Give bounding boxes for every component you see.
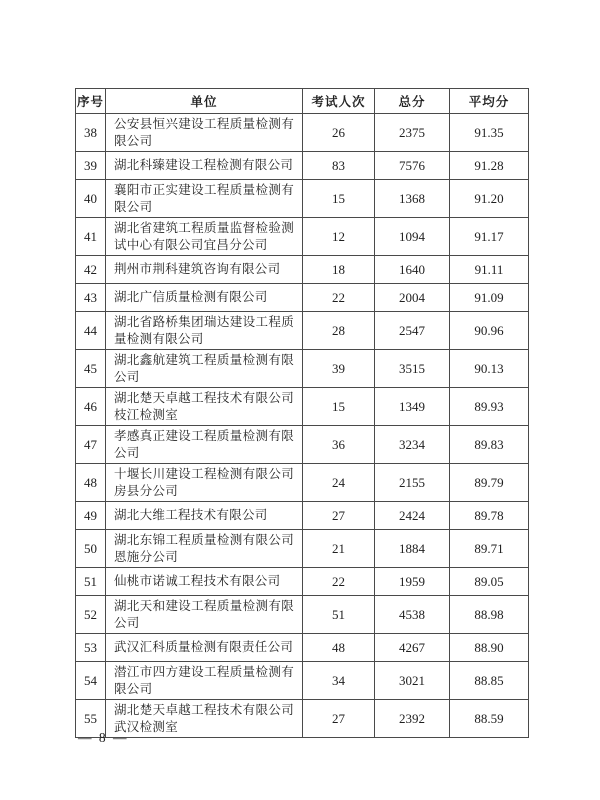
cell-average-score: 91.11 xyxy=(450,256,529,284)
cell-total-score: 1349 xyxy=(375,388,450,426)
cell-average-score: 89.79 xyxy=(450,464,529,502)
cell-average-score: 88.90 xyxy=(450,634,529,662)
cell-unit-name: 湖北广信质量检测有限公司 xyxy=(106,284,303,312)
cell-unit-name: 湖北楚天卓越工程技术有限公司枝江检测室 xyxy=(106,388,303,426)
cell-serial-number: 53 xyxy=(76,634,106,662)
cell-serial-number: 55 xyxy=(76,700,106,738)
cell-serial-number: 50 xyxy=(76,530,106,568)
table-row xyxy=(76,426,529,464)
table-row xyxy=(76,180,529,218)
cell-average-score: 91.28 xyxy=(450,152,529,180)
cell-total-score: 2547 xyxy=(375,312,450,350)
cell-average-score: 88.59 xyxy=(450,700,529,738)
score-table xyxy=(75,88,529,738)
table-row xyxy=(76,388,529,426)
cell-exam-count: 26 xyxy=(303,114,375,152)
cell-average-score: 89.78 xyxy=(450,502,529,530)
cell-exam-count: 15 xyxy=(303,388,375,426)
cell-serial-number: 46 xyxy=(76,388,106,426)
cell-total-score: 1640 xyxy=(375,256,450,284)
cell-unit-name: 湖北东锦工程质量检测有限公司恩施分公司 xyxy=(106,530,303,568)
cell-total-score: 4267 xyxy=(375,634,450,662)
table-row xyxy=(76,152,529,180)
table-row xyxy=(76,256,529,284)
cell-average-score: 88.98 xyxy=(450,596,529,634)
cell-average-score: 89.83 xyxy=(450,426,529,464)
cell-total-score: 7576 xyxy=(375,152,450,180)
cell-exam-count: 12 xyxy=(303,218,375,256)
cell-total-score: 1094 xyxy=(375,218,450,256)
cell-total-score: 2004 xyxy=(375,284,450,312)
cell-unit-name: 荆州市荆科建筑咨询有限公司 xyxy=(106,256,303,284)
cell-serial-number: 52 xyxy=(76,596,106,634)
cell-exam-count: 27 xyxy=(303,502,375,530)
cell-average-score: 89.05 xyxy=(450,568,529,596)
column-header-exam-count: 考试人次 xyxy=(303,89,375,114)
cell-unit-name: 湖北省建筑工程质量监督检验测试中心有限公司宜昌分公司 xyxy=(106,218,303,256)
cell-serial-number: 54 xyxy=(76,662,106,700)
cell-exam-count: 22 xyxy=(303,284,375,312)
cell-serial-number: 44 xyxy=(76,312,106,350)
cell-average-score: 90.13 xyxy=(450,350,529,388)
cell-average-score: 89.93 xyxy=(450,388,529,426)
column-header-serial: 序号 xyxy=(76,89,106,114)
cell-unit-name: 武汉汇科质量检测有限责任公司 xyxy=(106,634,303,662)
cell-serial-number: 40 xyxy=(76,180,106,218)
cell-exam-count: 22 xyxy=(303,568,375,596)
cell-exam-count: 36 xyxy=(303,426,375,464)
cell-average-score: 91.20 xyxy=(450,180,529,218)
cell-total-score: 3021 xyxy=(375,662,450,700)
cell-exam-count: 48 xyxy=(303,634,375,662)
column-header-average-score: 平均分 xyxy=(450,89,529,114)
cell-serial-number: 49 xyxy=(76,502,106,530)
cell-total-score: 4538 xyxy=(375,596,450,634)
cell-average-score: 89.71 xyxy=(450,530,529,568)
cell-serial-number: 51 xyxy=(76,568,106,596)
cell-exam-count: 27 xyxy=(303,700,375,738)
cell-exam-count: 39 xyxy=(303,350,375,388)
cell-unit-name: 潜江市四方建设工程质量检测有限公司 xyxy=(106,662,303,700)
cell-exam-count: 24 xyxy=(303,464,375,502)
cell-total-score: 2375 xyxy=(375,114,450,152)
cell-average-score: 91.35 xyxy=(450,114,529,152)
cell-unit-name: 孝感真正建设工程质量检测有限公司 xyxy=(106,426,303,464)
cell-unit-name: 湖北科臻建设工程检测有限公司 xyxy=(106,152,303,180)
table-row xyxy=(76,568,529,596)
cell-exam-count: 28 xyxy=(303,312,375,350)
cell-total-score: 2424 xyxy=(375,502,450,530)
cell-serial-number: 48 xyxy=(76,464,106,502)
table-row xyxy=(76,530,529,568)
cell-serial-number: 41 xyxy=(76,218,106,256)
cell-unit-name: 公安县恒兴建设工程质量检测有限公司 xyxy=(106,114,303,152)
cell-average-score: 88.85 xyxy=(450,662,529,700)
cell-unit-name: 湖北楚天卓越工程技术有限公司武汉检测室 xyxy=(106,700,303,738)
table-row xyxy=(76,114,529,152)
column-header-total-score: 总分 xyxy=(375,89,450,114)
cell-average-score: 91.09 xyxy=(450,284,529,312)
table-row xyxy=(76,662,529,700)
table-header-row xyxy=(76,89,529,114)
table-row xyxy=(76,218,529,256)
cell-unit-name: 湖北鑫航建筑工程质量检测有限公司 xyxy=(106,350,303,388)
cell-average-score: 90.96 xyxy=(450,312,529,350)
cell-exam-count: 34 xyxy=(303,662,375,700)
cell-unit-name: 湖北天和建设工程质量检测有限公司 xyxy=(106,596,303,634)
table-body xyxy=(76,114,529,738)
cell-unit-name: 湖北大维工程技术有限公司 xyxy=(106,502,303,530)
table-row xyxy=(76,312,529,350)
cell-total-score: 1884 xyxy=(375,530,450,568)
table-row xyxy=(76,502,529,530)
cell-serial-number: 42 xyxy=(76,256,106,284)
cell-unit-name: 襄阳市正实建设工程质量检测有限公司 xyxy=(106,180,303,218)
cell-unit-name: 十堰长川建设工程检测有限公司房县分公司 xyxy=(106,464,303,502)
cell-unit-name: 湖北省路桥集团瑞达建设工程质量检测有限公司 xyxy=(106,312,303,350)
cell-average-score: 91.17 xyxy=(450,218,529,256)
table-row xyxy=(76,700,529,738)
table-row xyxy=(76,284,529,312)
cell-total-score: 3234 xyxy=(375,426,450,464)
column-header-unit: 单位 xyxy=(106,89,303,114)
table-row xyxy=(76,596,529,634)
cell-serial-number: 38 xyxy=(76,114,106,152)
cell-unit-name: 仙桃市诺诚工程技术有限公司 xyxy=(106,568,303,596)
cell-serial-number: 47 xyxy=(76,426,106,464)
footer-page-number: — 8 — xyxy=(78,730,129,745)
table-row xyxy=(76,634,529,662)
cell-total-score: 1368 xyxy=(375,180,450,218)
cell-serial-number: 43 xyxy=(76,284,106,312)
cell-total-score: 1959 xyxy=(375,568,450,596)
table-row xyxy=(76,350,529,388)
cell-total-score: 2155 xyxy=(375,464,450,502)
cell-serial-number: 39 xyxy=(76,152,106,180)
cell-exam-count: 18 xyxy=(303,256,375,284)
cell-exam-count: 83 xyxy=(303,152,375,180)
cell-exam-count: 15 xyxy=(303,180,375,218)
cell-exam-count: 21 xyxy=(303,530,375,568)
cell-total-score: 2392 xyxy=(375,700,450,738)
cell-serial-number: 45 xyxy=(76,350,106,388)
cell-exam-count: 51 xyxy=(303,596,375,634)
cell-total-score: 3515 xyxy=(375,350,450,388)
table-row xyxy=(76,464,529,502)
